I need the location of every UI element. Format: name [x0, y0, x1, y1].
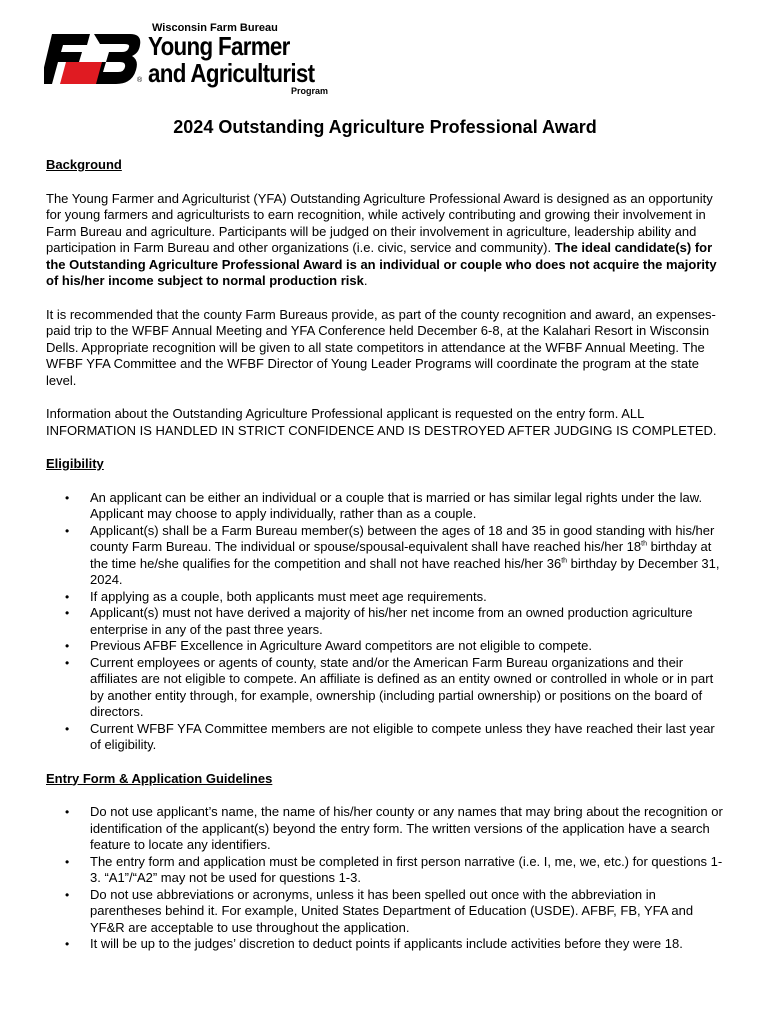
logo-org-name: Wisconsin Farm Bureau: [152, 22, 278, 34]
guidelines-item-1: Do not use applicant’s name, the name of his/her county or any names that may bring about the recognition or identification of the applicant(s) beyond the entry form. The written versions of the application have a search feature to locate any identifiers.: [90, 804, 723, 852]
background-paragraph-3: Information about the Outstanding Agriculture Professional applicant is requested on the entry form. ALL INFORMATION IS HANDLED IN STRICT CONFIDENCE AND IS DESTROYED AFTER JUDGING IS COMPLETED.: [46, 406, 717, 438]
eligibility-item-4: Applicant(s) must not have derived a majority of his/her net income from an owned production agriculture enterprise in any of the past three years.: [90, 605, 693, 637]
guidelines-item-2: The entry form and application must be completed in first person narrative (i.e. I, me, we, etc.) for questions 1-3. “A1”/“A2” may not be used for questions 1-3.: [90, 853, 723, 885]
list-item: [46, 887, 726, 937]
logo-title-line2: and Agriculturist: [148, 58, 315, 88]
bullet-icon: •: [65, 887, 70, 902]
bullet-icon: •: [65, 589, 70, 604]
background-paragraph-1: [46, 191, 726, 290]
bullet-icon: •: [65, 937, 70, 951]
bullet-icon: •: [65, 854, 70, 869]
list-item: [46, 523, 726, 589]
list-item: [46, 589, 726, 606]
eligibility-list: [46, 490, 726, 754]
ordinal-suffix: th: [561, 557, 568, 565]
eligibility-item-2c: birthday by December 31, 2024.: [90, 555, 720, 587]
bullet-icon: •: [65, 523, 70, 538]
background-heading: Background: [46, 157, 122, 172]
registered-mark: ®: [137, 77, 143, 84]
eligibility-item-2a: Applicant(s) shall be a Farm Bureau member(s) between the ages of 18 and 35 in good standing with his/her county Farm Bureau. The individual or spouse/spousal-equivalent shall have reached his/her 18: [90, 522, 715, 554]
list-item: [46, 655, 726, 721]
guidelines-item-4: It will be up to the judges’ discretion to deduct points if applicants include activities before they were 18.: [90, 936, 683, 951]
ordinal-suffix: th: [641, 540, 647, 548]
list-item: [46, 638, 726, 655]
page-title: 2024 Outstanding Agriculture Professional Award: [173, 117, 597, 137]
logo-title-line1: Young Farmer: [148, 31, 290, 61]
bullet-icon: •: [65, 490, 70, 505]
guidelines-list: [46, 804, 726, 953]
logo-program: Program: [291, 86, 329, 96]
guidelines-item-3: Do not use abbreviations or acronyms, unless it has been spelled out once with the abbreviation in parentheses behind it. For example, United States Department of Education (USDE). AFBF, FB, YFA and YF&R are acceptable to use throughout the application.: [90, 886, 694, 935]
background-paragraph-2: It is recommended that the county Farm Bureaus provide, as part of the county recognition and award, an expenses-paid trip to the WFBF Annual Meeting and YFA Conference held December 6-8, at the Kalahari Resort in Wisconsin Dells. Appropriate recognition will be given to all state competitors in attendance at the WFBF Annual Meeting. The WFBF YFA Committee and the WFBF Director of Young Leader Programs will coordinate the program at the state level.: [46, 306, 716, 388]
background-p1-bold: The ideal candidate(s) for the Outstanding Agriculture Professional Award is an individual or couple who does not acquire the majority of his/her income subject to normal production risk: [46, 240, 717, 288]
bullet-icon: •: [65, 606, 70, 620]
bullet-icon: •: [65, 721, 70, 736]
list-item: [46, 936, 726, 953]
list-item: [46, 490, 726, 523]
list-item: [46, 854, 726, 887]
eligibility-item-1: An applicant can be either an individual or a couple that is married or has similar legal rights under the law. Applicant may choose to apply individually, rather than as a couple.: [90, 489, 703, 521]
background-p1-text: The Young Farmer and Agriculturist (YFA) Outstanding Agriculture Professional Award is designed as an opportunity for young farmers and agriculturists to earn recognition, while actively contributing and growing their involvement in Farm Bureau and agriculture. Participants will be judged on their involvement in agriculture, leadership ability and participation in Farm Bureau and other organizations (i.e. civic, service and community).: [46, 190, 713, 255]
eligibility-heading: Eligibility: [46, 456, 104, 471]
bullet-icon: •: [65, 639, 70, 653]
list-item: [46, 605, 726, 638]
bullet-icon: •: [65, 655, 70, 670]
guidelines-heading: Entry Form & Application Guidelines: [46, 770, 273, 786]
eligibility-item-5: Previous AFBF Excellence in Agriculture Award competitors are not eligible to compete.: [90, 638, 592, 653]
eligibility-item-7: Current WFBF YFA Committee members are not eligible to compete unless they have reached their last year of eligibility.: [90, 720, 715, 752]
eligibility-item-3: If applying as a couple, both applicants must meet age requirements.: [90, 588, 487, 604]
eligibility-item-6: Current employees or agents of county, state and/or the American Farm Bureau organizations and their affiliates are not eligible to compete. An affiliate is defined as an entity owned or controlled in whole or in part by another entity through, for example, ownership (including partial ownership) or positions on the board of directors.: [90, 654, 714, 719]
list-item: [46, 721, 726, 754]
yfa-logo: [44, 20, 344, 100]
eligibility-item-2b: birthday at the time he/she qualifies for the competition and shall not have reached his/her 36: [90, 539, 712, 571]
list-item: [46, 804, 726, 854]
background-p1-end: .: [363, 273, 368, 288]
document-body: [46, 157, 726, 953]
farm-bureau-fb-logo-icon: [44, 34, 142, 84]
bullet-icon: •: [65, 805, 70, 819]
